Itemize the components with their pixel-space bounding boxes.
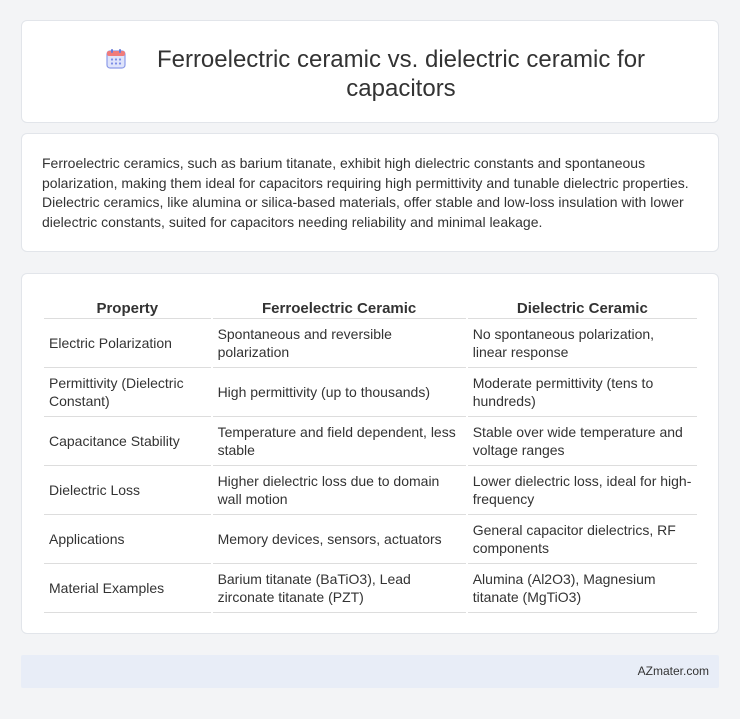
dielectric-cell: Moderate permittivity (tens to hundreds) <box>468 368 697 417</box>
ferroelectric-cell: Memory devices, sensors, actuators <box>213 515 466 564</box>
header-property: Property <box>44 296 211 319</box>
table-row <box>44 368 697 417</box>
table-row <box>44 466 697 515</box>
footer-site-link[interactable]: AZmater.com <box>637 664 709 678</box>
table-row <box>44 417 697 466</box>
ferroelectric-cell: High permittivity (up to thousands) <box>213 368 466 417</box>
property-cell: Applications <box>44 515 211 564</box>
ferroelectric-cell: Spontaneous and reversible polarization <box>213 319 466 368</box>
dielectric-cell: Lower dielectric loss, ideal for high-frequency <box>468 466 697 515</box>
property-cell: Dielectric Loss <box>44 466 211 515</box>
table-row <box>44 319 697 368</box>
table-row <box>44 564 697 613</box>
dielectric-cell: Alumina (Al2O3), Magnesium titanate (MgTiO3) <box>468 564 697 613</box>
dielectric-cell: General capacitor dielectrics, RF components <box>468 515 697 564</box>
page-title: Ferroelectric ceramic vs. dielectric ceramic for capacitors <box>156 46 646 102</box>
title-card <box>21 20 719 123</box>
property-cell: Permittivity (Dielectric Constant) <box>44 368 211 417</box>
comparison-table <box>42 296 699 613</box>
ferroelectric-cell: Higher dielectric loss due to domain wall motion <box>213 466 466 515</box>
dielectric-cell: Stable over wide temperature and voltage ranges <box>468 417 697 466</box>
footer-bar <box>21 655 719 688</box>
table-row <box>44 515 697 564</box>
property-cell: Capacitance Stability <box>44 417 211 466</box>
header-dielectric: Dielectric Ceramic <box>468 296 697 319</box>
summary-paragraph: Ferroelectric ceramics, such as barium titanate, exhibit high dielectric constants and spontaneous polarization, making them ideal for capacitors requiring high permittivity and tunable dielectric properties. Dielectric ceramics, like alumina or silica-based materials, offer stable and low-loss insulation with lower dielectric constants, suited for capacitors needing reliability and minimal leakage. <box>42 155 689 230</box>
summary-card <box>21 133 719 252</box>
dielectric-cell: No spontaneous polarization, linear response <box>468 319 697 368</box>
comparison-card <box>21 273 719 634</box>
ferroelectric-cell: Barium titanate (BaTiO3), Lead zirconate titanate (PZT) <box>213 564 466 613</box>
ferroelectric-cell: Temperature and field dependent, less stable <box>213 417 466 466</box>
property-cell: Material Examples <box>44 564 211 613</box>
table-header-row <box>44 296 697 319</box>
header-ferroelectric: Ferroelectric Ceramic <box>213 296 466 319</box>
property-cell: Electric Polarization <box>44 319 211 368</box>
